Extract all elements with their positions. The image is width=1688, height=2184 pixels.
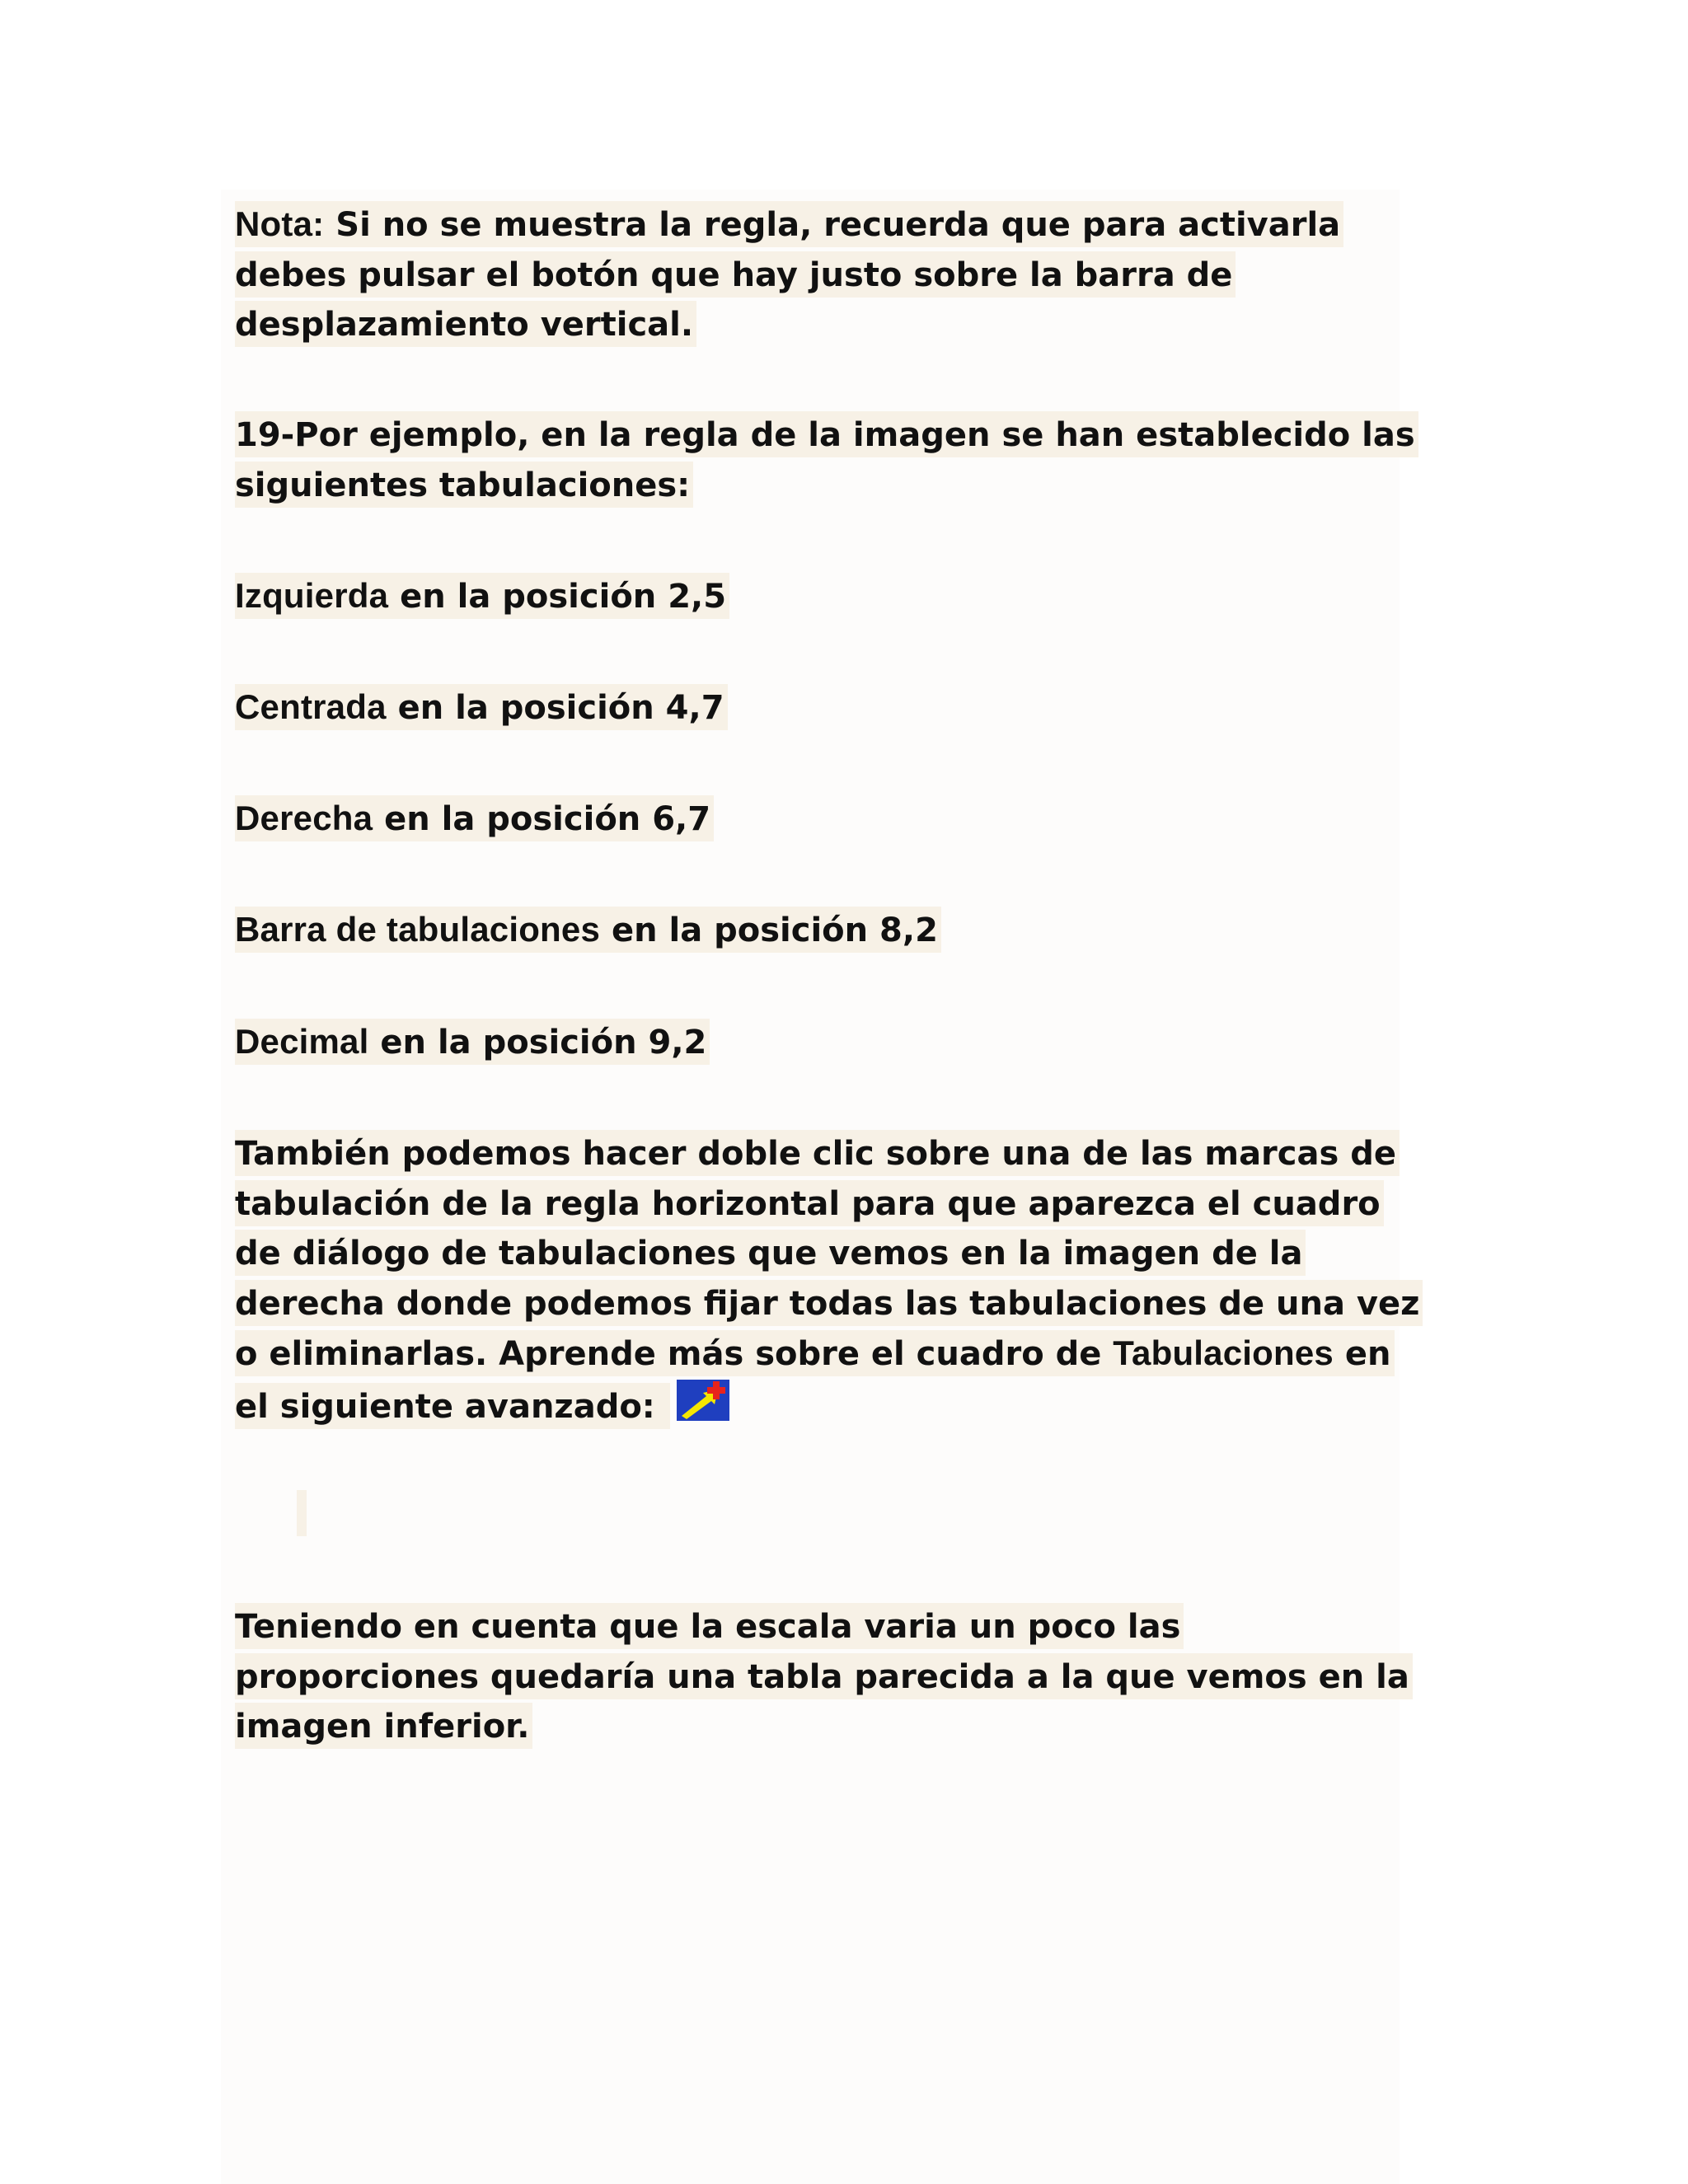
note-paragraph — [235, 199, 1343, 350]
tabulaciones-link: Tabulaciones — [1113, 1333, 1334, 1372]
dialog-line-5-end: en — [1334, 1335, 1391, 1373]
advanced-topic-icon[interactable] — [677, 1380, 729, 1421]
example-line-1: 19-Por ejemplo, en la regla de la imagen se han establecido las — [235, 411, 1418, 457]
dialog-line-4: derecha donde podemos fijar todas las tabulaciones de una vez — [235, 1280, 1423, 1326]
tab-item-izquierda — [235, 571, 729, 622]
empty-paragraph-mark — [297, 1490, 307, 1536]
dialog-line-2: tabulación de la regla horizontal para que aparezca el cuadro — [235, 1180, 1384, 1226]
scale-paragraph — [235, 1602, 1413, 1752]
scale-line-2: proporciones quedaría una tabla parecida a la que vemos en la — [235, 1653, 1413, 1699]
dialog-line-3: de diálogo de tabulaciones que vemos en la imagen de la — [235, 1230, 1306, 1276]
tab-type: Izquierda — [235, 576, 389, 615]
note-line-3: desplazamiento vertical. — [235, 301, 696, 347]
tab-item-centrada — [235, 682, 728, 733]
note-line-1: Si no se muestra la regla, recuerda que para activarla — [324, 206, 1341, 244]
tab-type: Derecha — [235, 799, 373, 837]
tab-position: en la posición 9,2 — [368, 1024, 707, 1062]
dialog-line-1: También podemos hacer doble clic sobre una de las marcas de — [235, 1130, 1400, 1176]
tab-type: Centrada — [235, 687, 387, 726]
dialog-paragraph — [235, 1129, 1423, 1432]
tab-position: en la posición 6,7 — [373, 800, 711, 838]
tab-type: Decimal — [235, 1022, 369, 1061]
dialog-line-6: el siguiente avanzado: — [235, 1383, 670, 1429]
tab-item-decimal — [235, 1017, 710, 1068]
tab-item-derecha — [235, 794, 714, 845]
tab-item-barra — [235, 905, 941, 956]
dialog-line-5-start: o eliminarlas. Aprende más sobre el cuadro de — [235, 1335, 1114, 1373]
tab-type: Barra de tabulaciones — [235, 910, 601, 949]
tab-position: en la posición 8,2 — [600, 912, 938, 949]
scale-line-3: imagen inferior. — [235, 1703, 532, 1749]
tab-position: en la posición 4,7 — [386, 689, 724, 727]
scale-line-1: Teniendo en cuenta que la escala varia un poco las — [235, 1603, 1184, 1649]
example-line-2: siguientes tabulaciones: — [235, 462, 693, 508]
example-paragraph — [235, 410, 1418, 510]
note-label: Nota: — [235, 204, 325, 243]
tab-position: en la posición 2,5 — [388, 578, 727, 616]
note-line-2: debes pulsar el botón que hay justo sobre la barra de — [235, 251, 1236, 298]
